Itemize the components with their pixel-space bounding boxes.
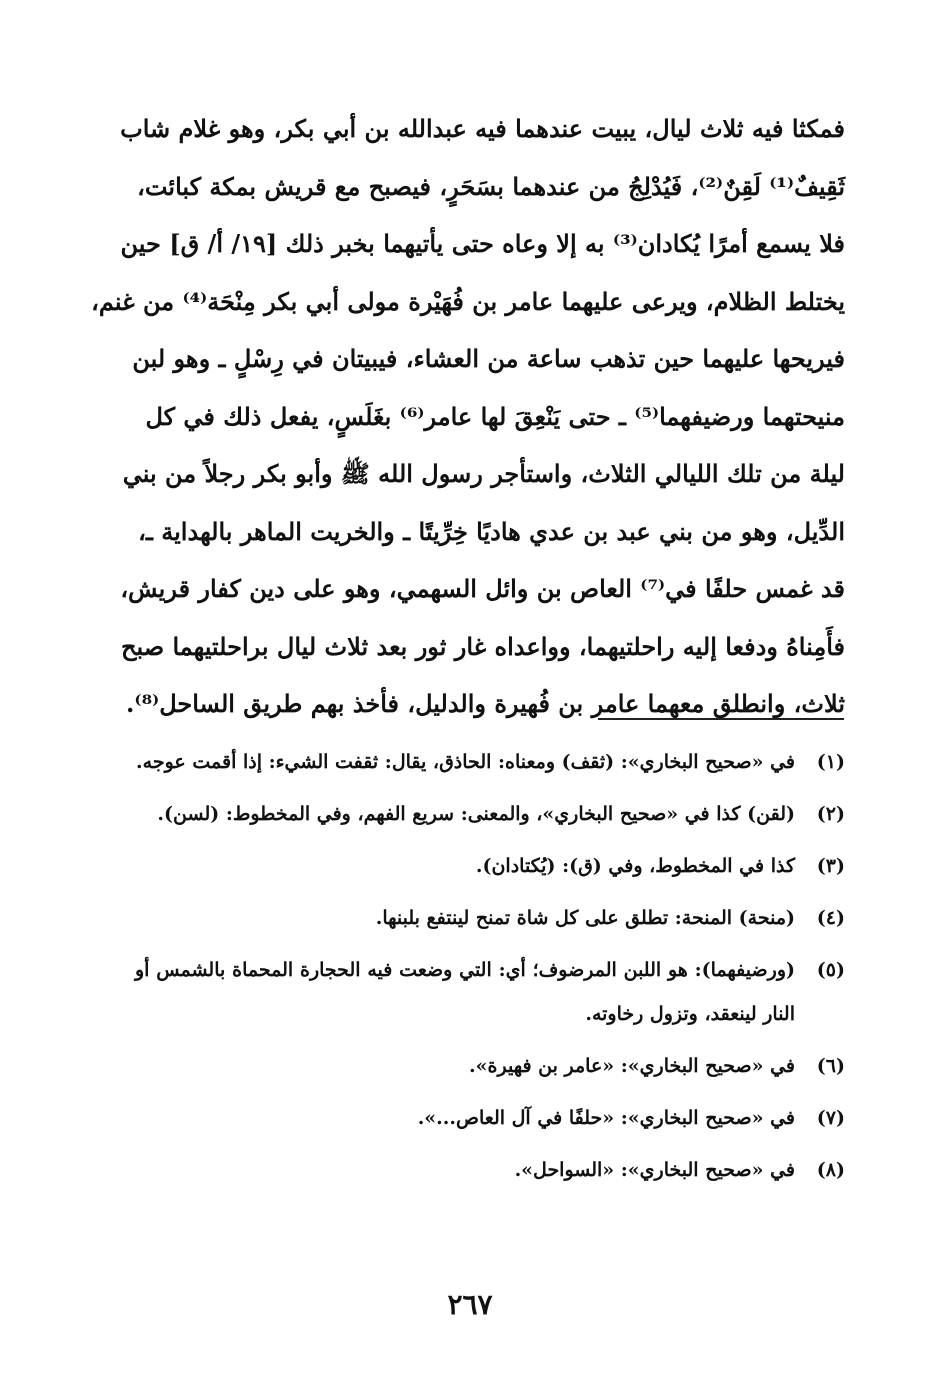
text-line: منيحتهما ورضيفهما⁽⁵⁾ ـ حتى يَنْعِقَ لها عامر⁽⁶⁾ بغَلَسٍ، يفعل ذلك في كل: [145, 401, 845, 431]
text-line: قد غمس حلفًا في⁽⁷⁾ العاص بن وائل السهمي، وهو على دين كفار قريش،: [120, 574, 845, 603]
footnote-number: (٥): [816, 959, 845, 981]
footnote-number: (٨): [816, 1159, 845, 1181]
footnote-text: (منحة) المنحة: تطلق على كل شاة تمنح لينتفع بلبنها.: [375, 907, 795, 929]
text-line: فمكثا فيه ثلاث ليال، يبيت عندهما فيه عبدالله بن أبي بكر، وهو غلام شاب: [120, 114, 845, 143]
text-line: ليلة من تلك الليالي الثلاث، واستأجر رسول الله ﷺ وأبو بكر رجلاً من بني: [122, 459, 845, 488]
footnote-number: (٢): [816, 803, 845, 825]
text-line: الدِّيل، وهو من بني عبد بن عدي هاديًا خِرِّيتًا ـ والخريت الماهر بالهداية ـ،: [138, 516, 845, 546]
text-line: يختلط الظلام، ويرعى عليهما عامر بن فُهَيْرة مولى أبي بكر مِنْحَة⁽⁴⁾ من غنم،: [91, 286, 845, 316]
page-number: ٢٦٧: [447, 1288, 493, 1321]
text-line: فيريحها عليهما حين تذهب ساعة من العشاء، فيبيتان في رِسْلٍ ـ وهو لبن: [132, 344, 845, 373]
footnote-text: كذا في المخطوط، وفي (ق): (يُكتادان).: [475, 855, 795, 877]
footnote-text: (ورضيفهما): هو اللبن المرضوف؛ أي: التي وضعت فيه الحجارة المحماة بالشمس أو النار لينعقد، وتزول رخاوته.: [135, 959, 795, 1025]
footnote-text: في «صحيح البخاري»: «السواحل».: [514, 1159, 795, 1181]
footnote-number: (٣): [816, 855, 845, 877]
footnote-text: في «صحيح البخاري»: «عامر بن فهيرة».: [469, 1055, 795, 1077]
text-line: ثلاث، وانطلق معهما عامر بن فُهيرة والدليل، فأخذ بهم طريق الساحل⁽⁸⁾.: [126, 689, 845, 718]
footnote-text: في «صحيح البخاري»: «حلفًا في آل العاص...».: [417, 1107, 795, 1129]
footnote: [135, 792, 845, 836]
footnote-text: في «صحيح البخاري»: (ثقف) ومعناه: الحاذق، يقال: ثقفت الشيء: إذا أقمت عوجه.: [136, 751, 795, 773]
text-line: فلا يسمع أمرًا يُكادان⁽³⁾ به إلا وعاه حتى يأتيهما بخبر ذلك [١٩/ أ/ ق] حين: [120, 229, 845, 258]
footnotes: [135, 740, 845, 1200]
footnote-number: (٧): [816, 1107, 845, 1129]
footnote: [135, 896, 845, 940]
footnote: [135, 948, 845, 1036]
footnote-number: (١): [816, 751, 845, 773]
footnote-separator: [598, 718, 844, 720]
footnote: [135, 1096, 845, 1140]
footnote: [135, 1148, 845, 1192]
text-line: ثَقِيفٌ⁽¹⁾ لَقِنٌ⁽²⁾، فَيُدْلِجُ من عندهما بسَحَرٍ، فيصبح مع قريش بمكة كبائت،: [137, 171, 845, 201]
main-text: [91, 100, 845, 733]
footnote-text: (لقن) كذا في «صحيح البخاري»، والمعنى: سريع الفهم، وفي المخطوط: (لسن).: [157, 803, 795, 825]
footnote: [135, 844, 845, 888]
footnote: [135, 1044, 845, 1088]
footnote-number: (٤): [816, 907, 845, 929]
footnote: [135, 740, 845, 784]
footnote-number: (٦): [816, 1055, 845, 1077]
text-line: فأَمِناهُ ودفعا إليه راحلتيهما، وواعداه غار ثور بعد ثلاث ليال براحلتيهما صبح: [120, 631, 845, 661]
